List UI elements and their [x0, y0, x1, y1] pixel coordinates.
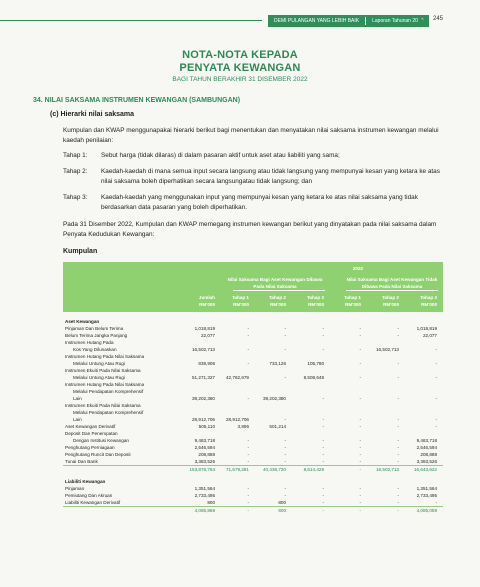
table-cell: -: [247, 452, 249, 457]
table-cell: -: [247, 438, 249, 443]
table-cell: 2,546,594: [416, 445, 437, 450]
table-cell: -: [359, 486, 361, 491]
step-1: [63, 151, 448, 161]
table-cell: -: [359, 361, 361, 366]
row-label: Tunai Dan Bank: [65, 459, 98, 464]
table-cell: -: [322, 486, 324, 491]
column-header: [215, 294, 249, 308]
table-cell: -: [359, 396, 361, 401]
row-label: Instrumen Ekuiti Pada Nilai Saksama: [65, 368, 141, 373]
header-separator: [365, 17, 366, 25]
row-label: Belum Terima Jangka Panjang: [65, 333, 128, 338]
table-cell: -: [247, 445, 249, 450]
row-label: Melalui Untung Atau Rugi: [73, 361, 125, 366]
table-cell: -: [247, 459, 249, 464]
table-cell: -: [435, 500, 437, 505]
table-row: [63, 388, 443, 395]
column-header-unit: RM'000: [345, 302, 361, 307]
column-header: [290, 294, 324, 308]
column-header-unit: RM'000: [270, 302, 286, 307]
column-header-title: Tahap 1: [343, 295, 361, 300]
step-label: Tahap 3:: [63, 194, 88, 201]
step-text: Kaedah-kaedah di mana semua input secara langsung atau tidak langsung yang mempunyai kesan yang ketara ke atas nilai saksama boleh diperhatikan secara langsungatau tidak langsung; dan: [101, 168, 440, 185]
table-cell: -: [397, 486, 399, 491]
row-label: Melalui Pendapatan Komprehensif: [73, 410, 144, 415]
row-label: Liabiliti Kewangan Derivatif: [65, 500, 121, 505]
table-cell: 9,463,718: [194, 438, 215, 443]
table-cell: -: [322, 333, 324, 338]
table-cell: -: [322, 493, 324, 498]
table-row: [63, 395, 443, 402]
row-label: Instrumen Hutang Pada Nilai Saksama: [65, 382, 145, 387]
table-cell: -: [435, 396, 437, 401]
column-header: [403, 294, 437, 308]
table-cell: -: [322, 500, 324, 505]
table-cell: -: [359, 500, 361, 505]
table-cell: -: [284, 326, 286, 331]
table-cell: -: [397, 396, 399, 401]
table-cell: 208,888: [198, 452, 215, 457]
closing-paragraph: Pada 31 Disember 2022, Kumpulan dan KWAP memegang instrumen kewangan berikut yang dinyatakan pada nilai saksama dalam Penyata Kedudukan Kewangan:: [63, 221, 437, 238]
table-cell: -: [397, 417, 399, 422]
row-label: Aset Kewangan Derivatif: [65, 424, 116, 429]
table-cell: 28,912,706: [192, 417, 215, 422]
table-cell: -: [284, 459, 286, 464]
row-label: Lain: [73, 417, 82, 422]
table-cell: -: [359, 326, 361, 331]
table-cell: 4,085,059: [416, 508, 437, 513]
table-cell: 39,202,380: [192, 396, 215, 401]
row-label: Dengan Institusi Kewangan: [73, 438, 129, 443]
header-arrow-icon: [418, 15, 424, 27]
page-title-line1: NOTA-NOTA KEPADA: [182, 49, 298, 61]
table-row: [63, 465, 443, 473]
table-cell: 8,614,428: [303, 467, 324, 472]
table-cell: 1,351,564: [416, 486, 437, 491]
table-cell: -: [397, 493, 399, 498]
header-rule: [0, 20, 262, 21]
table-cell: -: [322, 326, 324, 331]
table-cell: 800: [278, 508, 286, 513]
table-cell: 505,110: [198, 424, 215, 429]
table-cell: -: [359, 424, 361, 429]
step-text: Sebut harga (tidak dilaras) di dalam pasaran aktif untuk aset atau liabiliti yang sama;: [101, 152, 340, 159]
table-row: [63, 409, 443, 416]
step-2: [63, 167, 448, 186]
table-cell: 1,018,819: [416, 326, 437, 331]
table-cell: -: [247, 361, 249, 366]
table-cell: 208,888: [420, 452, 437, 457]
table-cell: 22,077: [200, 333, 215, 338]
group-rule: [346, 290, 438, 291]
table-cell: -: [435, 424, 437, 429]
table-cell: 71,679,281: [226, 467, 249, 472]
table-row: [63, 339, 443, 346]
header-report-name: Laporan Tahunan 2022: [372, 18, 424, 24]
row-label: Melalui Untung Atau Rugi: [73, 375, 125, 380]
header-slogan: DEMI PULANGAN YANG LEBIH BAIK: [274, 18, 360, 24]
table-cell: -: [247, 333, 249, 338]
table-cell: -: [247, 396, 249, 401]
table-cell: 2,546,594: [194, 445, 215, 450]
table-cell: 800: [278, 500, 286, 505]
table-cell: -: [435, 361, 437, 366]
table-cell: -: [322, 445, 324, 450]
table-cell: -: [397, 333, 399, 338]
group-header-not-carried: Nilai Saksama Bagi Aset Kewangan Tidak Dibawa Pada Nilai Saksama: [346, 277, 438, 289]
table-cell: -: [359, 493, 361, 498]
table-cell: -: [359, 508, 361, 513]
row-label: Kos Yang Dilunaskan: [73, 347, 117, 352]
column-header: [181, 294, 215, 308]
table-cell: -: [322, 452, 324, 457]
step-label: Tahap 2:: [63, 168, 88, 175]
row-label: Aset Kewangan: [65, 319, 100, 324]
table-cell: -: [322, 417, 324, 422]
table-cell: -: [247, 347, 249, 352]
column-header: [365, 294, 399, 308]
table-caption: Kumpulan: [63, 248, 98, 255]
table-row: [63, 318, 443, 325]
table-cell: 105,780: [307, 361, 324, 366]
table-cell: 39,202,380: [263, 396, 286, 401]
column-header: [252, 294, 286, 308]
intro-paragraph: Kumpulan dan KWAP menggunapakai hierarki berikut bagi menentukan dan menyatakan nilai saksama instrumen kewangan melalui kaedah penilaian:: [63, 127, 439, 144]
row-label: Liabiliti Kewangan: [65, 479, 106, 484]
table-cell: -: [397, 326, 399, 331]
column-header-unit: RM'000: [383, 302, 399, 307]
row-label: Pemiutang Dan Akruan: [65, 493, 113, 498]
table-row: [63, 332, 443, 339]
table-cell: -: [322, 347, 324, 352]
table-row: [63, 367, 443, 374]
table-row: [63, 506, 443, 514]
table-cell: 2,733,495: [416, 493, 437, 498]
subsection-heading: (c) Hierarki nilai saksama: [50, 111, 135, 118]
table-row: [63, 381, 443, 388]
table-cell: 16,502,713: [376, 347, 399, 352]
table-cell: -: [284, 333, 286, 338]
row-label: Penghutang Runcit Dan Deposit: [65, 452, 131, 457]
table-cell: 2,733,495: [194, 493, 215, 498]
table-cell: 16,502,713: [192, 347, 215, 352]
table-row: [63, 478, 443, 485]
table-cell: 800: [207, 500, 215, 505]
table-row: [63, 353, 443, 360]
column-header: [327, 294, 361, 308]
step-text: Kaedah-kaedah yang menggunakan input yang mempunyai kesan yang ketara ke atas nilai saksama yang tidak berdasarkan data pasaran yang boleh diperhatikan.: [101, 194, 418, 211]
table-cell: -: [284, 445, 286, 450]
table-cell: -: [397, 452, 399, 457]
table-row: [63, 437, 443, 444]
table-cell: 40,436,720: [263, 467, 286, 472]
table-cell: -: [359, 417, 361, 422]
table-row: [63, 485, 443, 492]
row-label: Instrumen Ekuiti Pada Nilai Saksama: [65, 403, 141, 408]
table-row: [63, 499, 443, 506]
table-cell: -: [435, 375, 437, 380]
column-header-unit: RM'000: [308, 302, 324, 307]
table-cell: -: [247, 500, 249, 505]
table-row: [63, 430, 443, 437]
table-body: [63, 312, 443, 514]
table-row: [63, 492, 443, 499]
table-cell: -: [359, 333, 361, 338]
table-cell: 3,383,526: [416, 459, 437, 464]
table-cell: -: [359, 452, 361, 457]
table-cell: 3,383,526: [194, 459, 215, 464]
table-row: [63, 402, 443, 409]
step-3: [63, 193, 448, 212]
column-header-unit: RM'000: [199, 302, 215, 307]
table-cell: -: [397, 424, 399, 429]
table-cell: -: [397, 438, 399, 443]
table-cell: -: [284, 493, 286, 498]
table-header: [63, 262, 443, 312]
table-cell: 22,077: [422, 333, 437, 338]
table-cell: 733,126: [269, 361, 286, 366]
table-row: [63, 360, 443, 367]
table-row: [63, 374, 443, 381]
table-cell: -: [359, 467, 361, 472]
table-row: [63, 416, 443, 423]
table-cell: -: [435, 417, 437, 422]
table-cell: -: [359, 459, 361, 464]
table-cell: 1,351,564: [194, 486, 215, 491]
page-header: [0, 15, 480, 27]
table-cell: -: [397, 375, 399, 380]
table-cell: -: [247, 493, 249, 498]
page-title-line2: PENYATA KEWANGAN: [179, 62, 301, 74]
row-label: Instrumen Hutang Pada: [65, 340, 114, 345]
table-row: [63, 458, 443, 465]
table-cell: -: [397, 361, 399, 366]
table-cell: 838,906: [198, 361, 215, 366]
column-header-unit: RM'000: [233, 302, 249, 307]
table-cell: -: [284, 438, 286, 443]
table-cell: 4,085,859: [194, 508, 215, 513]
column-header-title: Tahap 2: [268, 295, 286, 300]
row-label: Deposit Dan Penempatan: [65, 431, 118, 436]
table-row: [63, 423, 443, 430]
page-title-block: [0, 49, 480, 85]
column-header-title: Jumlah: [198, 295, 215, 300]
column-header-title: Tahap 3: [306, 295, 324, 300]
column-header-title: Tahap 2: [381, 295, 399, 300]
table-cell: -: [397, 459, 399, 464]
step-label: Tahap 1:: [63, 152, 88, 159]
table-cell: 3,896: [237, 424, 249, 429]
column-header-unit: RM'000: [421, 302, 437, 307]
table-cell: -: [322, 508, 324, 513]
table-cell: 8,508,648: [303, 375, 324, 380]
table-cell: 28,912,706: [226, 417, 249, 422]
table-row: [63, 444, 443, 451]
table-cell: 42,762,679: [226, 375, 249, 380]
group-rule: [233, 290, 325, 291]
row-label: Instrumen Hutang Pada Nilai Saksama: [65, 354, 145, 359]
row-label: Melalui Pendapatan Komprehensif: [73, 389, 144, 394]
table-cell: -: [322, 396, 324, 401]
table-cell: -: [284, 417, 286, 422]
table-row: [63, 325, 443, 332]
table-cell: -: [397, 445, 399, 450]
page-subtitle: BAGI TAHUN BERAKHIR 31 DISEMBER 2022: [172, 76, 308, 83]
table-cell: -: [359, 438, 361, 443]
table-cell: -: [247, 486, 249, 491]
row-label: Lain: [73, 396, 82, 401]
table-cell: -: [359, 375, 361, 380]
table-cell: -: [322, 459, 324, 464]
table-cell: -: [284, 347, 286, 352]
table-cell: 16,643,622: [414, 467, 437, 472]
row-label: Penghutang Perniagaan: [65, 445, 115, 450]
table-cell: 16,502,713: [376, 467, 399, 472]
table-cell: -: [322, 438, 324, 443]
page-number: 245: [433, 16, 444, 22]
section-heading: 34. NILAI SAKSAMA INSTRUMEN KEWANGAN (SAMBUNGAN): [33, 97, 241, 104]
row-label: Pinjaman Dan Belum Terima: [65, 326, 124, 331]
table-cell: 51,271,327: [192, 375, 215, 380]
table-cell: 9,463,718: [416, 438, 437, 443]
table-cell: -: [359, 445, 361, 450]
table-row: [63, 451, 443, 458]
table-cell: -: [397, 508, 399, 513]
table-year: 2022: [352, 266, 364, 271]
fair-value-table: [63, 262, 443, 514]
table-cell: -: [435, 347, 437, 352]
table-cell: -: [284, 452, 286, 457]
table-cell: -: [397, 500, 399, 505]
header-tag: [268, 15, 429, 27]
row-label: Pinjaman: [65, 486, 85, 491]
table-cell: -: [284, 486, 286, 491]
table-cell: -: [247, 508, 249, 513]
table-row: [63, 346, 443, 353]
table-cell: 153,876,764: [189, 467, 215, 472]
column-header-title: Tahap 1: [231, 295, 249, 300]
table-cell: -: [322, 424, 324, 429]
table-cell: -: [247, 326, 249, 331]
table-cell: 1,018,819: [194, 326, 215, 331]
table-cell: 501,214: [269, 424, 286, 429]
group-header-carried: Nilai Saksama Bagi Aset Kewangan Dibawa Pada Nilai Saksama: [227, 277, 323, 289]
table-cell: -: [284, 375, 286, 380]
table-cell: -: [359, 347, 361, 352]
column-header-title: Tahap 3: [419, 295, 437, 300]
